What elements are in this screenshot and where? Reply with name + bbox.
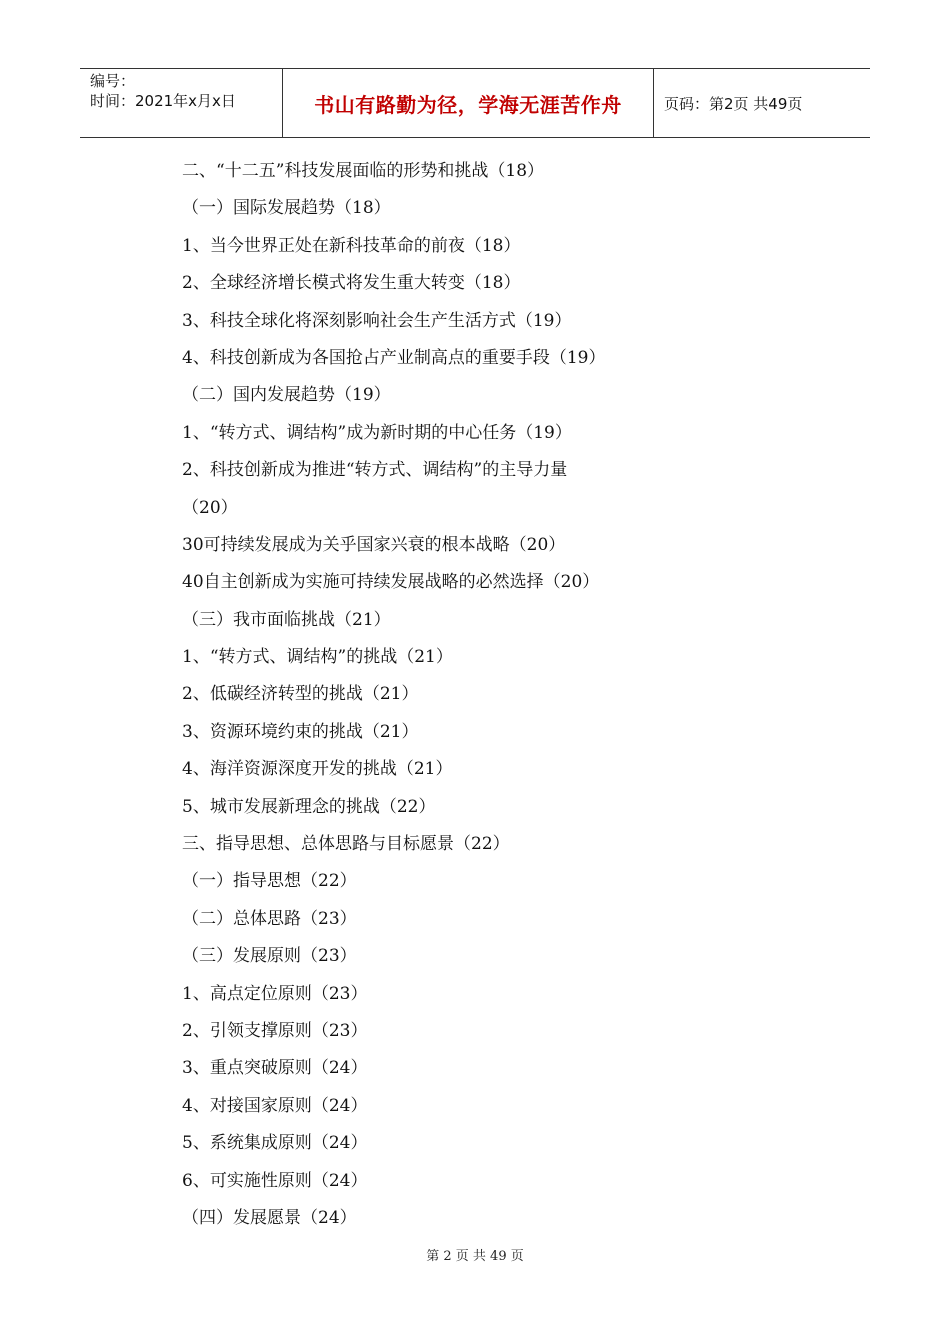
- toc-entry: （一）指导思想（22）: [182, 871, 357, 892]
- toc-entry: 40自主创新成为实施可持续发展战略的必然选择（20）: [182, 572, 600, 593]
- header-motto: [282, 69, 654, 137]
- table-of-contents: [182, 153, 862, 1237]
- toc-entry: 30可持续发展成为关乎国家兴衰的根本战略（20）: [182, 534, 566, 555]
- toc-entry: （四）发展愿景（24）: [182, 1207, 357, 1228]
- page-info-text: 页码：第2页 共49页: [664, 94, 803, 113]
- toc-entry: 6、可实施性原则（24）: [182, 1170, 368, 1191]
- toc-entry: 4、科技创新成为各国抢占产业制高点的重要手段（19）: [182, 347, 606, 368]
- toc-entry: （二）总体思路（23）: [182, 908, 357, 929]
- toc-entry: （三）发展原则（23）: [182, 946, 357, 967]
- toc-entry: 1、高点定位原则（23）: [182, 983, 368, 1004]
- toc-entry: （20）: [182, 497, 238, 518]
- toc-entry: 4、海洋资源深度开发的挑战（21）: [182, 759, 453, 780]
- toc-entry: 2、全球经济增长模式将发生重大转变（18）: [182, 273, 521, 294]
- header-page-info: [654, 69, 870, 137]
- toc-entry: 5、城市发展新理念的挑战（22）: [182, 796, 436, 817]
- document-number-label: 编号：: [90, 72, 136, 90]
- toc-entry: 3、科技全球化将深刻影响社会生产生活方式（19）: [182, 310, 572, 331]
- toc-entry: 三、指导思想、总体思路与目标愿景（22）: [182, 834, 510, 855]
- toc-entry: 5、系统集成原则（24）: [182, 1133, 368, 1154]
- toc-entry: 2、科技创新成为推进“转方式、调结构”的主导力量: [182, 460, 568, 481]
- toc-entry: 2、引领支撑原则（23）: [182, 1020, 368, 1041]
- footer-page-number: 第 2 页 共 49 页: [426, 1249, 524, 1264]
- page-header: [80, 68, 870, 138]
- toc-entry: （二）国内发展趋势（19）: [182, 385, 391, 406]
- toc-entry: 1、“转方式、调结构”成为新时期的中心任务（19）: [182, 422, 572, 443]
- toc-entry: 3、资源环境约束的挑战（21）: [182, 721, 419, 742]
- page-footer: [0, 1245, 950, 1264]
- motto-text: 书山有路勤为径，学海无涯苦作舟: [314, 92, 622, 117]
- toc-entry: 2、低碳经济转型的挑战（21）: [182, 684, 419, 705]
- toc-entry: 4、对接国家原则（24）: [182, 1095, 368, 1116]
- toc-entry: （一）国际发展趋势（18）: [182, 198, 391, 219]
- toc-entry: 3、重点突破原则（24）: [182, 1058, 368, 1079]
- toc-entry: （三）我市面临挑战（21）: [182, 609, 391, 630]
- header-meta: [80, 69, 282, 137]
- toc-entry: 1、“转方式、调结构”的挑战（21）: [182, 647, 453, 668]
- toc-entry: 1、当今世界正处在新科技革命的前夜（18）: [182, 235, 521, 256]
- toc-entry: 二、“十二五”科技发展面临的形势和挑战（18）: [182, 161, 545, 181]
- document-time-label: 时间：2021年x月x日: [90, 92, 236, 110]
